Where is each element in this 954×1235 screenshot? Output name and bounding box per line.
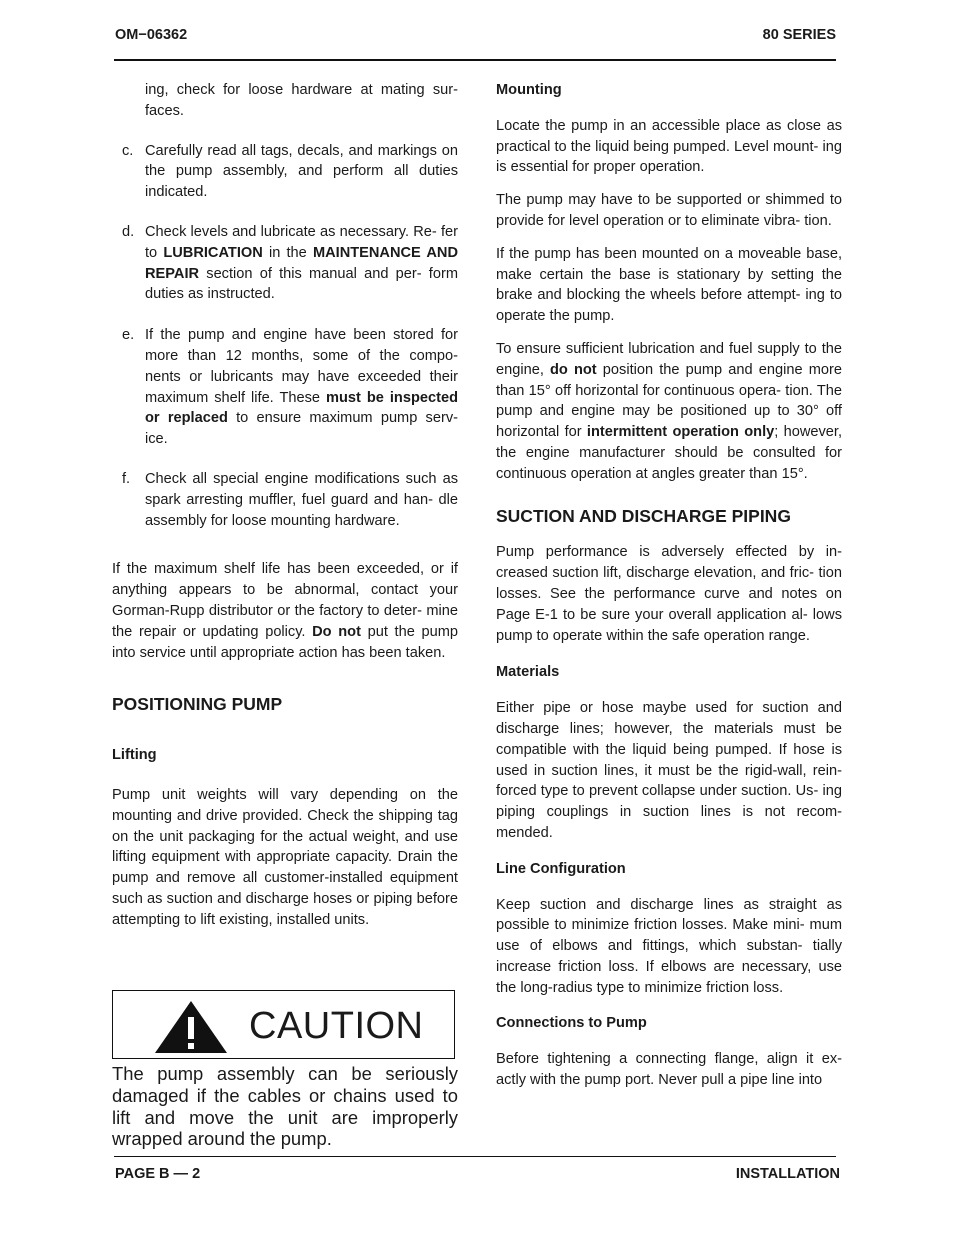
page-number: PAGE B — 2 [115, 1166, 201, 1182]
suction-paragraph: Pump performance is adversely effected by in- creased suction lift, discharge elevation, and fric- tion losses. See the performance curve and notes on Page E-1 to be sure your overall application al- lows pump to operate within the safe operation range. [496, 544, 842, 644]
list-text: If the pump and engine have been stored for more than 12 months, some of the compo- nents or lubricants may have exceeded their maximum shelf life. These must be inspected or replaced to ensure maximum pump serv- ice. [145, 327, 458, 448]
materials-paragraph: Either pipe or hose maybe used for suction and discharge lines; however, the materials must be compatible with the liquid being pumped. If hose is used in suction lines, it must be the rigid-wall, rein- forced type to prevent collapse under suction. Us- ing piping couplings in suction lines is not recom- mended. [496, 700, 842, 841]
footer-rule [114, 1156, 836, 1157]
mounting-paragraph-4: To ensure sufficient lubrication and fuel supply to the engine, do not position the pump and engine more than 15° off horizontal for continuous opera- tion. The pump and engine may be positioned up to 30° off horizontal for intermittent operation only; however, the engine manufacturer should be consulted for continuous operation at angles greater than 15°. [496, 340, 843, 482]
continued-text: ing, check for loose hardware at mating sur- faces. [145, 82, 458, 119]
list-label: e. [122, 327, 135, 344]
series-label: 80 SERIES [762, 27, 836, 43]
mounting-paragraph-2: The pump may have to be supported or shimmed to provide for level operation or to eliminate vibra- tion. [496, 192, 842, 229]
list-label: c. [122, 142, 134, 159]
section-label: INSTALLATION [735, 1166, 840, 1182]
list-label: f. [122, 470, 131, 487]
positioning-heading: POSITIONING PUMP [112, 694, 283, 715]
suction-heading: SUCTION AND DISCHARGE PIPING [496, 505, 791, 526]
caution-box [112, 990, 455, 1059]
line-config-heading: Line Configuration [496, 860, 626, 877]
list-label: d. [122, 223, 135, 240]
left-column [112, 80, 458, 931]
list-text: Carefully read all tags, decals, and markings on the pump assembly, and perform all duties indicated. [145, 142, 458, 201]
lifting-heading: Lifting [112, 747, 157, 764]
list-item-c [112, 141, 458, 203]
list-item-f [112, 469, 458, 531]
mounting-heading: Mounting [496, 82, 562, 98]
list-item-d [112, 222, 458, 305]
caution-label: CAUTION [249, 1005, 424, 1047]
doc-id: OM−06362 [115, 27, 188, 43]
right-column [496, 80, 842, 1091]
materials-heading: Materials [496, 664, 560, 681]
connections-heading: Connections to Pump [496, 1015, 647, 1032]
caution-text: The pump assembly can be seriously damaged if the cables or chains used to lift and move the unit are improperly wrapped around the pump. [112, 1063, 458, 1150]
header-rule [114, 59, 836, 61]
list-text: Check all special engine modifications such as spark arresting muffler, fuel guard and han- dle assembly for loose mounting hardware. [145, 470, 458, 529]
list-text: Check levels and lubricate as necessary. Re- fer to LUBRICATION in the MAINTENANCE AND REPAIR section of this manual and per- form duties as instructed. [145, 223, 459, 303]
lifting-paragraph: Pump unit weights will vary depending on the mounting and drive provided. Check the shipping tag on the unit packaging for the actual weight, and use lifting equipment with appropriate capacity. Drain the pump and remove all customer-installed equipment such as suction and discharge hoses or piping before attempting to lift existing, installed units. [112, 786, 458, 928]
connections-paragraph: Before tightening a connecting flange, align it ex- actly with the pump port. Never pull a pipe line into [496, 1051, 842, 1089]
mounting-paragraph-3: If the pump has been mounted on a moveable base, make certain the base is stationary by setting the brake and blocking the wheels before attempt- ing to operate the pump. [496, 245, 842, 325]
mounting-paragraph-1: Locate the pump in an accessible place as close as practical to the liquid being pumped. Level mount- ing is essential for proper operation. [496, 117, 842, 176]
line-config-paragraph: Keep suction and discharge lines as straight as possible to minimize friction losses. Make mini- mum use of elbows and fittings, which substan- tially increase friction loss. If elbows are necessary, use the long-radius type to minimize friction loss. [496, 896, 842, 996]
list-item-e [112, 325, 458, 450]
shelf-life-paragraph: If the maximum shelf life has been exceeded, or if anything appears to be abnormal, contact your Gorman-Rupp distributor or the factory to deter- mine the repair or updating policy. Do not put the pump into service until appropriate action has been taken. [112, 561, 459, 661]
warning-triangle-icon [153, 999, 229, 1055]
